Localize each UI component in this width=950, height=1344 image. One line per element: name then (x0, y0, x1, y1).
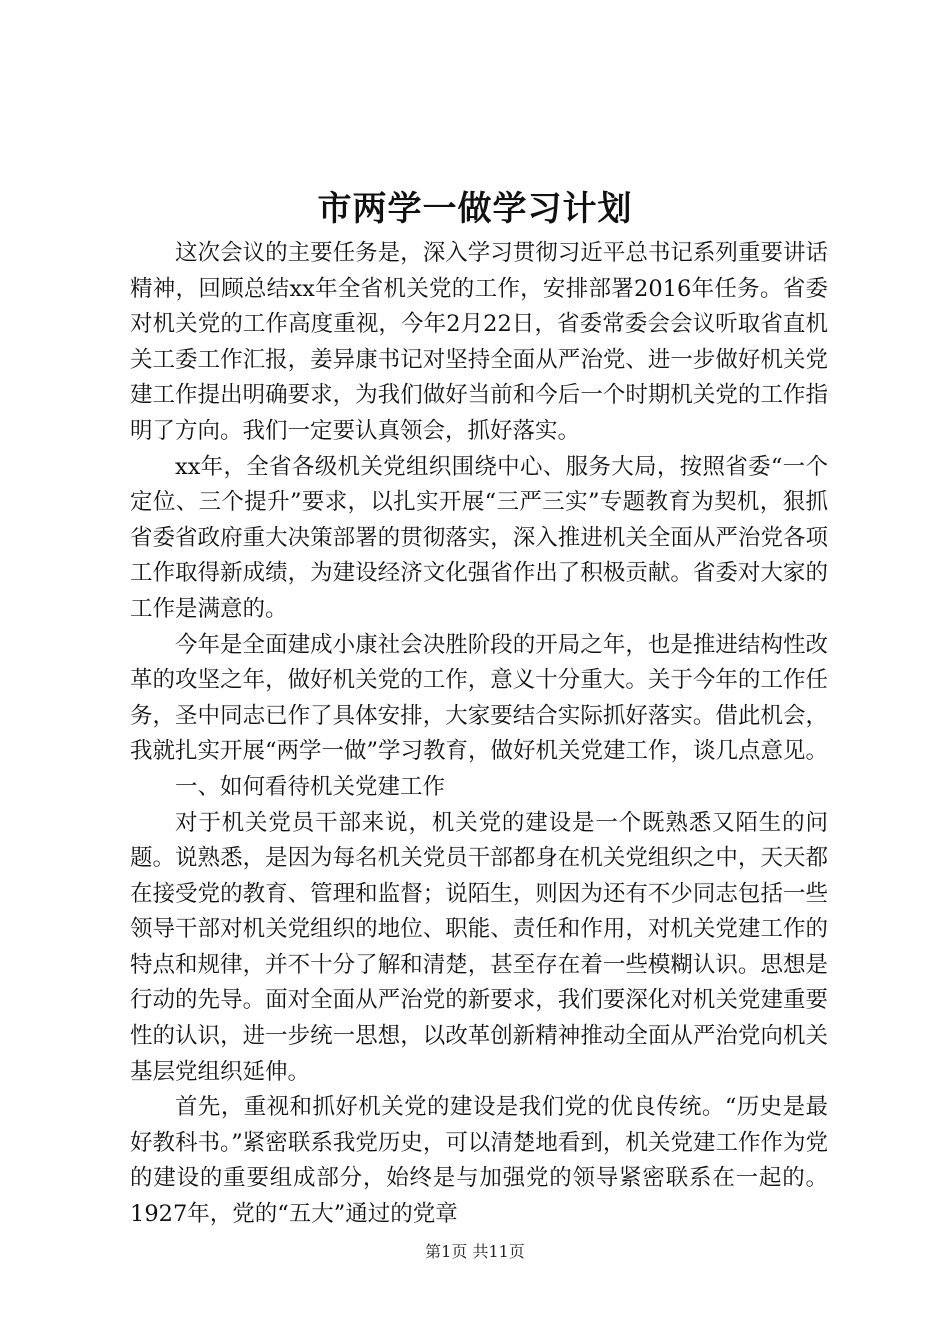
paragraph: 对于机关党员干部来说，机关党的建设是一个既熟悉又陌生的问题。说熟悉，是因为每名机关党员干部都身在机关党组织之中，天天都在接受党的教育、管理和监督；说陌生，则因为还有不少同志包括一些领导干部对机关党组织的地位、职能、责任和作用，对机关党建工作的特点和规律，并不十分了解和清楚，甚至存在着一些模糊认识。思想是行动的先导。面对全面从严治党的新要求，我们要深化对机关党建重要性的认识，进一步统一思想，以改革创新精神推动全面从严治党向机关基层党组织延伸。 (130, 809, 828, 1085)
paragraph: 这次会议的主要任务是，深入学习贯彻习近平总书记系列重要讲话精神，回顾总结xx年全省机关党的工作，安排部署2016年任务。省委对机关党的工作高度重视，今年2月22日，省委常委会会议听取省直机关工委工作汇报，姜异康书记对坚持全面从严治党、进一步做好机关党建工作提出明确要求，为我们做好当前和今后一个时期机关党的工作指明了方向。我们一定要认真领会，抓好落实。 (130, 240, 828, 444)
page-number-footer: 第1页 共11页 (425, 1242, 525, 1261)
document-title: 市两学一做学习计划 (317, 189, 633, 229)
paragraph: 今年是全面建成小康社会决胜阶段的开局之年，也是推进结构性改革的攻坚之年，做好机关党的工作，意义十分重大。关于今年的工作任务，圣中同志已作了具体安排，大家要结合实际抓好落实。借此机会，我就扎实开展“两学一做”学习教育，做好机关党建工作，谈几点意见。 (130, 631, 829, 765)
document-body (130, 236, 828, 1233)
section-heading: 一、如何看待机关党建工作 (175, 773, 446, 800)
paragraph: 首先，重视和抓好机关党的建设是我们党的优良传统。“历史是最好教科书。”紧密联系我党历史，可以清楚地看到，机关党建工作作为党的建设的重要组成部分，始终是与加强党的领导紧密联系在一起的。1927年，党的“五大”通过的党章 (130, 1094, 828, 1228)
paragraph: xx年，全省各级机关党组织围绕中心、服务大局，按照省委“一个定位、三个提升”要求，以扎实开展“三严三实”专题教育为契机，狠抓省委省政府重大决策部署的贯彻落实，深入推进机关全面从严治党各项工作取得新成绩，为建设经济文化强省作出了积极贡献。省委对大家的工作是满意的。 (130, 453, 828, 622)
